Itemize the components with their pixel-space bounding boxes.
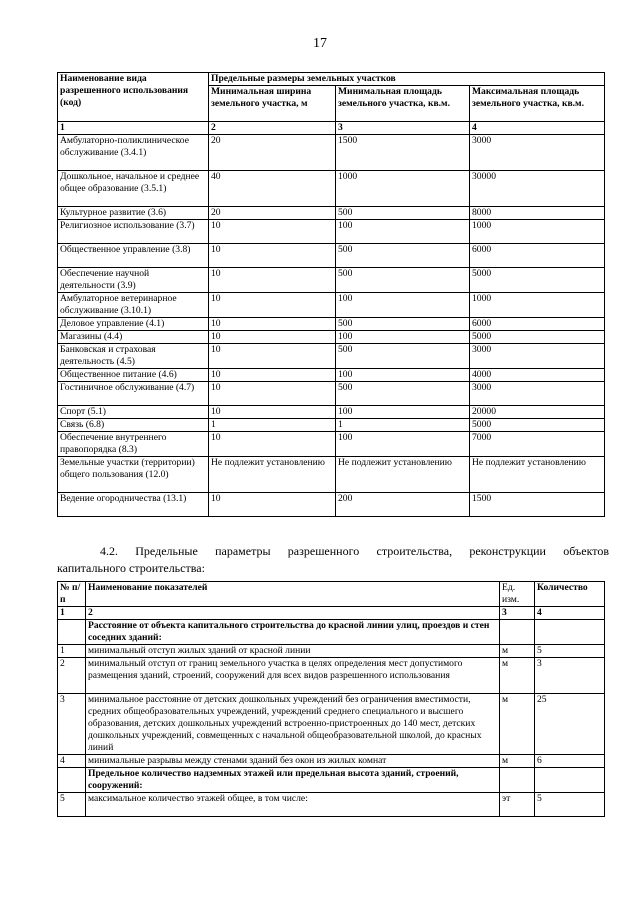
t1-width-cell: 10: [209, 344, 336, 369]
table-row: [58, 171, 605, 207]
table-row: [58, 293, 605, 318]
t1-max-cell: 4000: [470, 369, 605, 382]
t1-name-cell: Общественное питание (4.6): [58, 369, 209, 382]
paragraph-line-1: 4.2. Предельные параметры разрешенного строительства, реконструкции объектов: [100, 544, 609, 558]
t2-unit-cell: м: [500, 645, 535, 658]
t2-num-cell: 4: [58, 755, 86, 768]
t1-width-cell: 10: [209, 493, 336, 517]
t1-name-cell: Религиозное использование (3.7): [58, 220, 209, 244]
t1-width-cell: 10: [209, 382, 336, 406]
t2-header-unit: Ед. изм.: [500, 582, 535, 607]
t2-qty-cell: 6: [535, 755, 605, 768]
table-row: [58, 220, 605, 244]
t1-width-cell: 10: [209, 432, 336, 457]
t2-unit-cell: эт: [500, 793, 535, 817]
table-row: [58, 793, 605, 817]
t2-header-qty: Количество: [535, 582, 605, 607]
t2-name-cell: минимальный отступ от границ земельного участка в целях определения мест допустимого размещения зданий, строений, сооружений для всех видов разрешенного использования: [86, 658, 500, 694]
t1-max-cell: 6000: [470, 244, 605, 268]
table-row: [58, 493, 605, 517]
table-row: [58, 244, 605, 268]
t1-width-cell: 10: [209, 406, 336, 419]
t1-width-cell: 10: [209, 220, 336, 244]
t1-name-cell: Обеспечение внутреннего правопорядка (8.3): [58, 432, 209, 457]
t1-min-cell: 1000: [336, 171, 470, 207]
t2-col-number: 3: [500, 607, 535, 620]
table-row: [58, 207, 605, 220]
t1-name-cell: Ведение огородничества (13.1): [58, 493, 209, 517]
t1-min-cell: 500: [336, 344, 470, 369]
land-plot-size-table: [57, 72, 605, 517]
t1-col-number: 2: [209, 122, 336, 135]
table-row: [58, 419, 605, 432]
table-row: [58, 268, 605, 293]
table-row: [58, 457, 605, 493]
t2-name-cell: минимальный отступ жилых зданий от красной линии: [86, 645, 500, 658]
t1-header-name: Наименование вида разрешенного использования (код): [58, 73, 209, 122]
t1-width-cell: Не подлежит установлению: [209, 457, 336, 493]
paragraph-line-2: капитального строительства:: [57, 561, 205, 575]
t1-min-cell: 500: [336, 382, 470, 406]
t1-header-min-area: Минимальная площадь земельного участка, кв.м.: [336, 86, 470, 122]
t2-col-number: 4: [535, 607, 605, 620]
t1-width-cell: 20: [209, 207, 336, 220]
page-number: 17: [313, 36, 327, 51]
table-row: [58, 331, 605, 344]
t1-min-cell: 500: [336, 244, 470, 268]
section-paragraph: [57, 543, 609, 577]
t2-num-cell: 3: [58, 694, 86, 755]
construction-parameters-table: [57, 581, 605, 817]
t1-min-cell: 100: [336, 331, 470, 344]
t1-width-cell: 1: [209, 419, 336, 432]
table-row: [58, 620, 605, 645]
t1-header-group: Предельные размеры земельных участков: [209, 73, 605, 86]
t1-name-cell: Амбулаторно-поликлиническое обслуживание (3.4.1): [58, 135, 209, 171]
t1-max-cell: 1000: [470, 293, 605, 318]
t2-name-cell: максимальное количество этажей общее, в том числе:: [86, 793, 500, 817]
t1-col-number: 1: [58, 122, 209, 135]
t1-width-cell: 20: [209, 135, 336, 171]
t1-max-cell: Не подлежит установлению: [470, 457, 605, 493]
t1-max-cell: 6000: [470, 318, 605, 331]
table-row: [58, 658, 605, 694]
t1-name-cell: Гостиничное обслуживание (4.7): [58, 382, 209, 406]
t1-name-cell: Банковская и страховая деятельность (4.5): [58, 344, 209, 369]
t1-width-cell: 10: [209, 293, 336, 318]
t1-max-cell: 1500: [470, 493, 605, 517]
t1-header-max-area: Максимальная площадь земельного участка, кв.м.: [470, 86, 605, 122]
t1-max-cell: 20000: [470, 406, 605, 419]
t1-max-cell: 7000: [470, 432, 605, 457]
t2-qty-cell: 25: [535, 694, 605, 755]
t2-section-heading: Предельное количество надземных этажей или предельная высота зданий, строений, сооружений:: [86, 768, 500, 793]
t1-name-cell: Дошкольное, начальное и среднее общее образование (3.5.1): [58, 171, 209, 207]
t1-min-cell: 1: [336, 419, 470, 432]
t1-width-cell: 10: [209, 331, 336, 344]
t1-name-cell: Общественное управление (3.8): [58, 244, 209, 268]
t1-min-cell: 500: [336, 207, 470, 220]
t1-max-cell: 5000: [470, 419, 605, 432]
t1-min-cell: Не подлежит установлению: [336, 457, 470, 493]
t1-max-cell: 1000: [470, 220, 605, 244]
table-row: [58, 318, 605, 331]
t1-min-cell: 500: [336, 268, 470, 293]
t1-col-number: 4: [470, 122, 605, 135]
t1-name-cell: Амбулаторное ветеринарное обслуживание (3.10.1): [58, 293, 209, 318]
t1-width-cell: 40: [209, 171, 336, 207]
table-row: [58, 432, 605, 457]
t1-min-cell: 200: [336, 493, 470, 517]
t1-min-cell: 100: [336, 406, 470, 419]
t1-name-cell: Деловое управление (4.1): [58, 318, 209, 331]
t2-name-cell: минимальные разрывы между стенами зданий без окон из жилых комнат: [86, 755, 500, 768]
table-row: [58, 135, 605, 171]
table-row: [58, 406, 605, 419]
t2-num-cell: 1: [58, 645, 86, 658]
t2-unit-cell: м: [500, 658, 535, 694]
t1-col-number: 3: [336, 122, 470, 135]
t1-header-min-width: Минимальная ширина земельного участка, м: [209, 86, 336, 122]
t1-max-cell: 30000: [470, 171, 605, 207]
t1-min-cell: 100: [336, 220, 470, 244]
t2-unit-cell: м: [500, 694, 535, 755]
t2-unit-cell: м: [500, 755, 535, 768]
t2-header-num: № п/п: [58, 582, 86, 607]
t1-name-cell: Обеспечение научной деятельности (3.9): [58, 268, 209, 293]
t2-section-heading: Расстояние от объекта капитального строительства до красной линии улиц, проездов и стен соседних зданий:: [86, 620, 500, 645]
t1-name-cell: Культурное развитие (3.6): [58, 207, 209, 220]
t1-min-cell: 100: [336, 432, 470, 457]
t2-col-number: 1: [58, 607, 86, 620]
table-row: [58, 755, 605, 768]
t2-qty-cell: 5: [535, 645, 605, 658]
t1-name-cell: Земельные участки (территории) общего пользования (12.0): [58, 457, 209, 493]
t1-width-cell: 10: [209, 244, 336, 268]
t1-max-cell: 3000: [470, 344, 605, 369]
table-row: [58, 645, 605, 658]
table-row: [58, 369, 605, 382]
t2-col-number: 2: [86, 607, 500, 620]
t2-qty-cell: 3: [535, 658, 605, 694]
t1-min-cell: 100: [336, 293, 470, 318]
t1-name-cell: Связь (6.8): [58, 419, 209, 432]
t1-min-cell: 1500: [336, 135, 470, 171]
table-row: [58, 344, 605, 369]
t1-name-cell: Магазины (4.4): [58, 331, 209, 344]
t1-max-cell: 3000: [470, 382, 605, 406]
t1-width-cell: 10: [209, 369, 336, 382]
t1-name-cell: Спорт (5.1): [58, 406, 209, 419]
t1-min-cell: 500: [336, 318, 470, 331]
t2-num-cell: 2: [58, 658, 86, 694]
t1-width-cell: 10: [209, 318, 336, 331]
t1-min-cell: 100: [336, 369, 470, 382]
t1-width-cell: 10: [209, 268, 336, 293]
t1-max-cell: 3000: [470, 135, 605, 171]
table-row: [58, 768, 605, 793]
t2-header-name: Наименование показателей: [86, 582, 500, 607]
t2-num-cell: 5: [58, 793, 86, 817]
table-row: [58, 382, 605, 406]
t1-max-cell: 5000: [470, 268, 605, 293]
t2-qty-cell: 5: [535, 793, 605, 817]
t1-max-cell: 8000: [470, 207, 605, 220]
t1-max-cell: 5000: [470, 331, 605, 344]
table-row: [58, 694, 605, 755]
t2-name-cell: минимальное расстояние от детских дошкольных учреждений без ограничения вместимости, средних общеобразовательных учреждений, учреждений среднего специального и высшего образования, детских дошкольных учреждений встроенно-пристроенных до 140 мест, детских дошкольных учреждений, совмещенных с начальной общеобразовательной школой, до красных линий: [86, 694, 500, 755]
